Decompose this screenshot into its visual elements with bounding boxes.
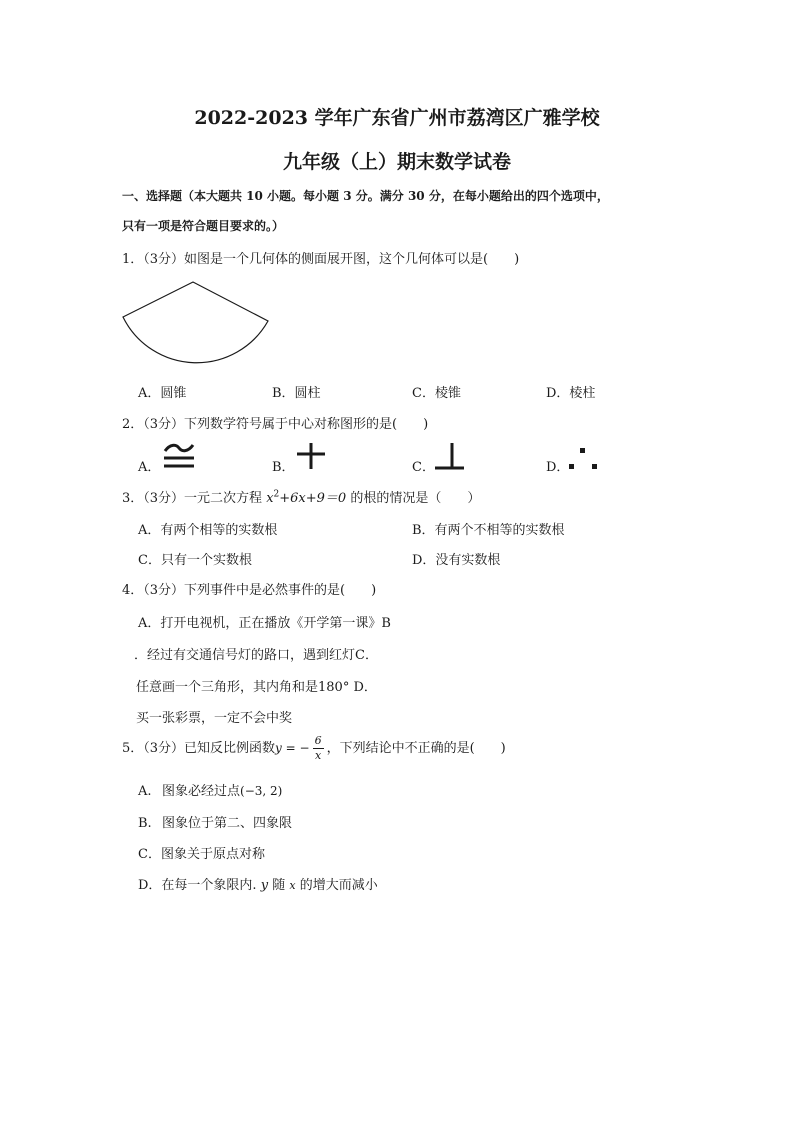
q2-option-a-label[interactable]: A． — [138, 460, 161, 475]
q5-fraction-denominator: x — [314, 749, 322, 762]
q5-option-b-label: B. — [138, 816, 152, 831]
exam-title-line1: 2022-2023 学年广东省广州市荔湾区广雅学校 — [194, 107, 600, 129]
q1-option-d[interactable]: D．棱柱 — [546, 386, 596, 401]
question-2-stem: 2．（3分）下列数学符号属于中心对称图形的是( ) — [122, 417, 429, 432]
section-header-line2: 只有一项是符合题目要求的。） — [122, 219, 285, 233]
q5-option-d-x: x — [289, 879, 296, 892]
question-3-stem — [122, 487, 480, 506]
q5-option-b-text: 图象位于第二、四象限 — [162, 816, 293, 831]
therefore-dots-icon — [566, 446, 600, 472]
q5-option-d[interactable] — [138, 874, 378, 893]
q5-option-d-y: y — [260, 878, 269, 893]
q1-option-c[interactable]: C．棱锥 — [412, 386, 461, 401]
q3-stem-prefix: 3．（3分）一元二次方程 — [122, 491, 267, 506]
q3-equation-exponent: 2 — [273, 489, 280, 500]
q3-equation-x: x — [266, 491, 274, 506]
q4-line-4[interactable]: 买一张彩票，一定不会中奖 — [136, 711, 293, 726]
q5-stem-suffix: ，下列结论中不正确的是( ) — [326, 741, 506, 756]
question-5-stem — [122, 732, 506, 765]
q5-option-a-label: A. — [138, 784, 152, 799]
q2-option-d-label[interactable]: D． — [546, 460, 570, 475]
q5-option-d-suffix: 的增大而减小 — [299, 878, 378, 893]
sector-figure-icon — [118, 280, 273, 372]
q1-option-a[interactable]: A．圆锥 — [138, 386, 187, 401]
perpendicular-symbol-icon — [432, 441, 466, 471]
q4-line-3[interactable]: 任意画一个三角形，其内角和是180° D． — [136, 680, 377, 695]
q5-option-b[interactable] — [138, 812, 292, 831]
q5-option-d-mid: 随 — [272, 878, 286, 893]
q2-option-b-label[interactable]: B． — [272, 460, 295, 475]
q5-option-a-text: 图象必经过点 — [162, 784, 241, 799]
section-header-line1: 一、选择题（本大题共 10 小题。每小题 3 分。满分 30 分，在每小题给出的四个选项中， — [122, 189, 609, 203]
q5-option-a-point: (−3, 2) — [240, 784, 283, 798]
question-1-stem: 1．（3分）如图是一个几何体的侧面展开图，这个几何体可以是( ) — [122, 252, 520, 267]
q5-function-lhs: y = − — [275, 741, 310, 755]
q5-option-a[interactable] — [138, 780, 282, 799]
q3-equation-rest: +6x+9＝0 — [279, 491, 347, 506]
q3-option-c[interactable]: C．只有一个实数根 — [138, 553, 252, 568]
q4-line-2[interactable]: ．经过有交通信号灯的路口，遇到红灯C． — [134, 648, 378, 663]
q1-option-b[interactable]: B．圆柱 — [272, 386, 321, 401]
q5-fraction-numerator: 6 — [314, 734, 322, 747]
q3-option-d[interactable]: D．没有实数根 — [412, 553, 501, 568]
q4-line-1[interactable]: A．打开电视机，正在播放《开学第一课》B — [138, 616, 391, 631]
q3-option-a[interactable]: A．有两个相等的实数根 — [138, 523, 278, 538]
congruence-symbol-icon — [160, 441, 198, 471]
q5-stem-prefix: 5．（3分）已知反比例函数 — [122, 741, 276, 756]
q5-option-c[interactable]: C．图象关于原点对称 — [138, 847, 265, 862]
question-4-stem: 4．（3分）下列事件中是必然事件的是( ) — [122, 583, 377, 598]
q5-fraction — [313, 734, 324, 763]
plus-symbol-icon — [294, 442, 328, 470]
exam-title-line2: 九年级（上）期末数学试卷 — [282, 151, 511, 173]
q3-stem-suffix: 的根的情况是（ ） — [346, 491, 481, 506]
q2-option-c-label[interactable]: C． — [412, 460, 435, 475]
q5-option-d-prefix: D．在每一个象限内. — [138, 878, 257, 893]
q3-option-b[interactable]: B．有两个不相等的实数根 — [412, 523, 565, 538]
